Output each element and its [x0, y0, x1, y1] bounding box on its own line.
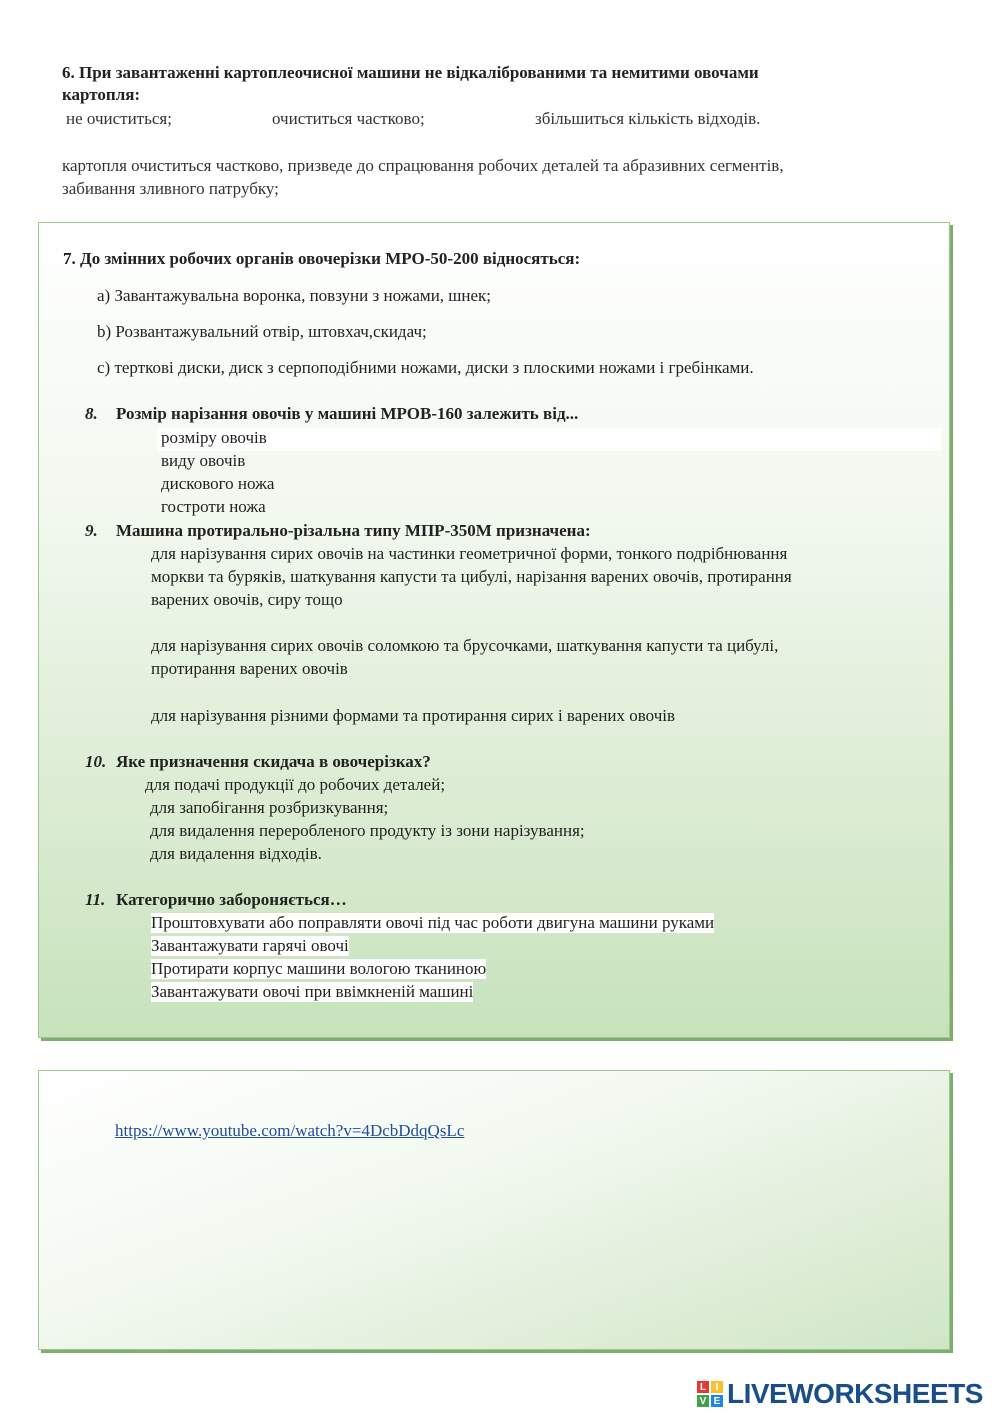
question-11-option-4[interactable]: Завантажувати овочі при ввімкненій машині — [151, 982, 474, 1001]
question-10-option-1[interactable]: для подачі продукції до робочих деталей; — [145, 775, 446, 794]
question-11-option-3[interactable]: Протирати корпус машини вологою тканиною — [151, 959, 487, 978]
question-8-option-4[interactable]: гостроти ножа — [161, 497, 266, 516]
question-6-title — [62, 62, 942, 106]
question-7-option-b[interactable]: b) Розвантажувальний отвір, штовхач,скидач; — [97, 322, 427, 341]
question-6-answer-line1: картопля очиститься частково, призведе до спрацювання робочих деталей та абразивних сегментів, — [62, 156, 784, 175]
question-9-option-1-line1: для нарізування сирих овочів на частинки геометричної форми, тонкого подрібнювання — [151, 544, 788, 563]
question-6-title-line2: картопля: — [62, 85, 141, 104]
question-10-title: Яке призначення скидача в овочерізках? — [116, 752, 431, 771]
question-9-title: Машина протирально-різальна типу МПР-350М призначена: — [116, 521, 591, 540]
question-11-title: Категорично забороняється… — [116, 890, 347, 909]
logo-grid-icon — [697, 1381, 723, 1407]
question-8-option-1-highlight — [157, 428, 941, 451]
question-10-option-3[interactable]: для видалення переробленого продукту із зони нарізування; — [150, 821, 585, 840]
question-7-option-a[interactable]: a) Завантажувальна воронка, повзуни з ножами, шнек; — [97, 286, 492, 305]
question-6-answer — [62, 154, 942, 200]
logo-text: LIVEWORKSHEETS — [727, 1378, 983, 1409]
logo-letter-e: E — [711, 1395, 723, 1407]
question-10-option-4[interactable]: для видалення відходів. — [150, 844, 322, 863]
liveworksheets-logo — [697, 1377, 983, 1411]
question-10-option-2[interactable]: для запобігання розбризкування; — [150, 798, 389, 817]
question-8-option-3[interactable]: дискового ножа — [161, 474, 275, 493]
question-9-number: 9. — [85, 521, 98, 540]
question-6-option-2: очиститься частково; — [272, 109, 425, 128]
question-7-option-c[interactable]: c) терткові диски, диск з серпоподібними ножами, диски з плоскими ножами і гребінками. — [97, 358, 754, 377]
logo-letter-l: L — [697, 1381, 709, 1393]
question-8-option-2[interactable]: виду овочів — [161, 451, 246, 470]
question-8-title: Розмір нарізання овочів у машині МРОВ-160 залежить від... — [116, 404, 579, 423]
question-9-option-1-line2: моркви та буряків, шаткування капусти та цибулі, нарізання варених овочів, протирання — [151, 567, 792, 586]
youtube-link[interactable]: https://www.youtube.com/watch?v=4DcbDdqQsLc — [115, 1121, 465, 1140]
question-9-option-1-line3: варених овочів, сиру тощо — [151, 590, 343, 609]
link-panel — [38, 1070, 950, 1350]
logo-letter-v: V — [697, 1395, 709, 1407]
question-11-option-1[interactable]: Проштовхувати або поправляти овочі під час роботи двигуна машини руками — [151, 913, 715, 932]
question-9-option-2-line2: протирання варених овочів — [151, 659, 348, 678]
question-8-number: 8. — [85, 404, 98, 423]
logo-letter-i: I — [711, 1381, 723, 1393]
question-6-answer-line2: забивання зливного патрубку; — [62, 179, 279, 198]
question-7-title: 7. До змінних робочих органів овочерізки МРО-50-200 відносяться: — [63, 249, 581, 268]
question-11-option-2[interactable]: Завантажувати гарячі овочі — [151, 936, 349, 955]
question-11-number: 11. — [85, 890, 106, 909]
question-10-number: 10. — [85, 752, 107, 771]
questions-panel — [38, 222, 950, 1038]
question-6-option-3: збільшиться кількість відходів. — [535, 109, 761, 128]
question-6-option-1: не очиститься; — [66, 109, 172, 128]
question-9-option-3-line1: для нарізування різними формами та протирання сирих і варених овочів — [151, 706, 676, 725]
question-9-option-2-line1: для нарізування сирих овочів соломкою та брусочками, шаткування капусти та цибулі, — [151, 636, 779, 655]
question-8-option-1[interactable]: розміру овочів — [161, 428, 267, 447]
question-6-title-line1: 6. При завантаженні картоплеочисної машини не відкаліброваними та немитими овочами — [62, 63, 759, 82]
